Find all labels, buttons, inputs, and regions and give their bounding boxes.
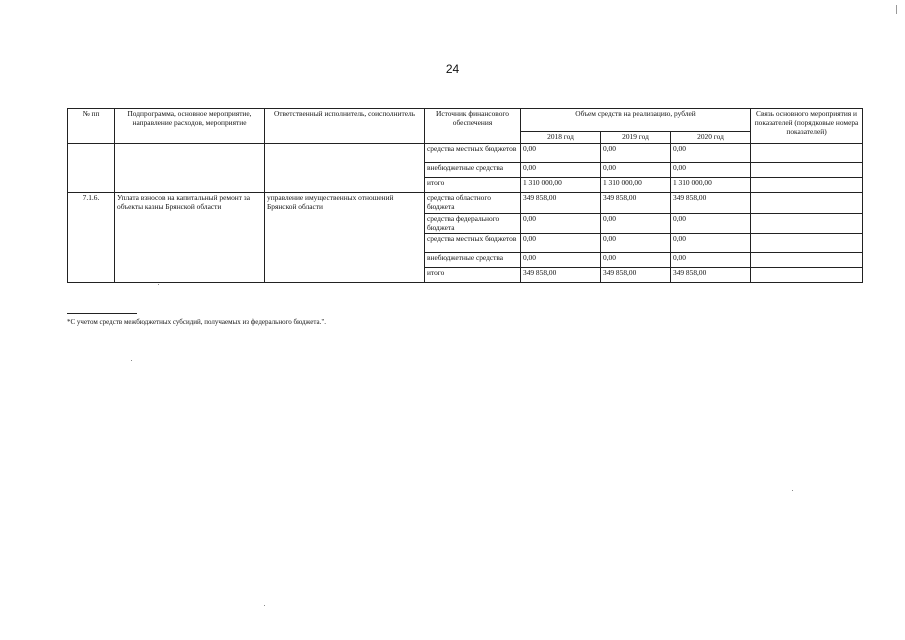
cell-2020: 349 858,00 bbox=[671, 268, 751, 283]
cell-source: средства областного бюджета bbox=[425, 192, 521, 213]
cell-2019: 349 858,00 bbox=[601, 192, 671, 213]
footnote-rule bbox=[67, 313, 137, 314]
cell-2018: 0,00 bbox=[521, 213, 601, 234]
cell-link bbox=[751, 177, 863, 192]
cell-source: средства федерального бюджета bbox=[425, 213, 521, 234]
header-program: Подпрограмма, основное мероприятие, направление расходов, мероприятие bbox=[115, 109, 265, 144]
cell-program-empty bbox=[115, 143, 265, 192]
cell-2018: 0,00 bbox=[521, 162, 601, 177]
cell-2020: 0,00 bbox=[671, 143, 751, 162]
cell-executor-empty bbox=[265, 143, 425, 192]
cell-2020: 0,00 bbox=[671, 253, 751, 268]
cell-source: средства местных бюджетов bbox=[425, 143, 521, 162]
cell-2019: 0,00 bbox=[601, 253, 671, 268]
scan-speck bbox=[792, 490, 793, 491]
cell-program: Уплата взносов на капитальный ремонт за объекты казны Брянской области bbox=[115, 192, 265, 283]
page-number: 24 bbox=[445, 62, 460, 76]
cell-source: внебюджетные средства bbox=[425, 253, 521, 268]
cell-link bbox=[751, 162, 863, 177]
cell-2018: 0,00 bbox=[521, 143, 601, 162]
cell-2020: 1 310 000,00 bbox=[671, 177, 751, 192]
footnote: *С учетом средств межбюджетных субсидий, получаемых из федерального бюджета.". bbox=[67, 318, 326, 326]
cell-executor: управление имущественных отношений Брянской области bbox=[265, 192, 425, 283]
cell-number: 7.1.6. bbox=[68, 192, 115, 283]
cell-number-empty bbox=[68, 143, 115, 192]
cell-source: итого bbox=[425, 177, 521, 192]
table-row bbox=[68, 143, 863, 162]
page-edge-mark bbox=[896, 5, 897, 14]
cell-2019: 1 310 000,00 bbox=[601, 177, 671, 192]
header-volume: Объем средств на реализацию, рублей bbox=[521, 109, 751, 132]
cell-link bbox=[751, 268, 863, 283]
header-executor: Ответственный исполнитель, соисполнитель bbox=[265, 109, 425, 144]
header-year-2020: 2020 год bbox=[671, 132, 751, 144]
header-number: № пп bbox=[68, 109, 115, 144]
budget-table bbox=[67, 108, 863, 283]
cell-2019: 0,00 bbox=[601, 143, 671, 162]
table-header-row bbox=[68, 109, 863, 132]
cell-2018: 1 310 000,00 bbox=[521, 177, 601, 192]
cell-2019: 0,00 bbox=[601, 234, 671, 253]
header-link: Связь основного мероприятия и показателей (порядковые номера показателей) bbox=[751, 109, 863, 144]
header-year-2019: 2019 год bbox=[601, 132, 671, 144]
cell-source: итого bbox=[425, 268, 521, 283]
cell-2019: 349 858,00 bbox=[601, 268, 671, 283]
cell-link bbox=[751, 192, 863, 213]
cell-source: средства местных бюджетов bbox=[425, 234, 521, 253]
cell-2020: 349 858,00 bbox=[671, 192, 751, 213]
cell-source: внебюджетные средства bbox=[425, 162, 521, 177]
cell-2019: 0,00 bbox=[601, 213, 671, 234]
scan-speck bbox=[264, 605, 265, 606]
cell-2020: 0,00 bbox=[671, 162, 751, 177]
cell-2019: 0,00 bbox=[601, 162, 671, 177]
header-source: Источник финансового обеспечения bbox=[425, 109, 521, 144]
cell-link bbox=[751, 143, 863, 162]
cell-2020: 0,00 bbox=[671, 234, 751, 253]
cell-link bbox=[751, 213, 863, 234]
cell-2018: 349 858,00 bbox=[521, 192, 601, 213]
table-row bbox=[68, 192, 863, 213]
scan-speck bbox=[131, 360, 132, 361]
cell-2018: 0,00 bbox=[521, 253, 601, 268]
scan-speck bbox=[158, 284, 159, 285]
cell-2018: 0,00 bbox=[521, 234, 601, 253]
cell-link bbox=[751, 253, 863, 268]
cell-link bbox=[751, 234, 863, 253]
cell-2020: 0,00 bbox=[671, 213, 751, 234]
cell-2018: 349 858,00 bbox=[521, 268, 601, 283]
header-year-2018: 2018 год bbox=[521, 132, 601, 144]
